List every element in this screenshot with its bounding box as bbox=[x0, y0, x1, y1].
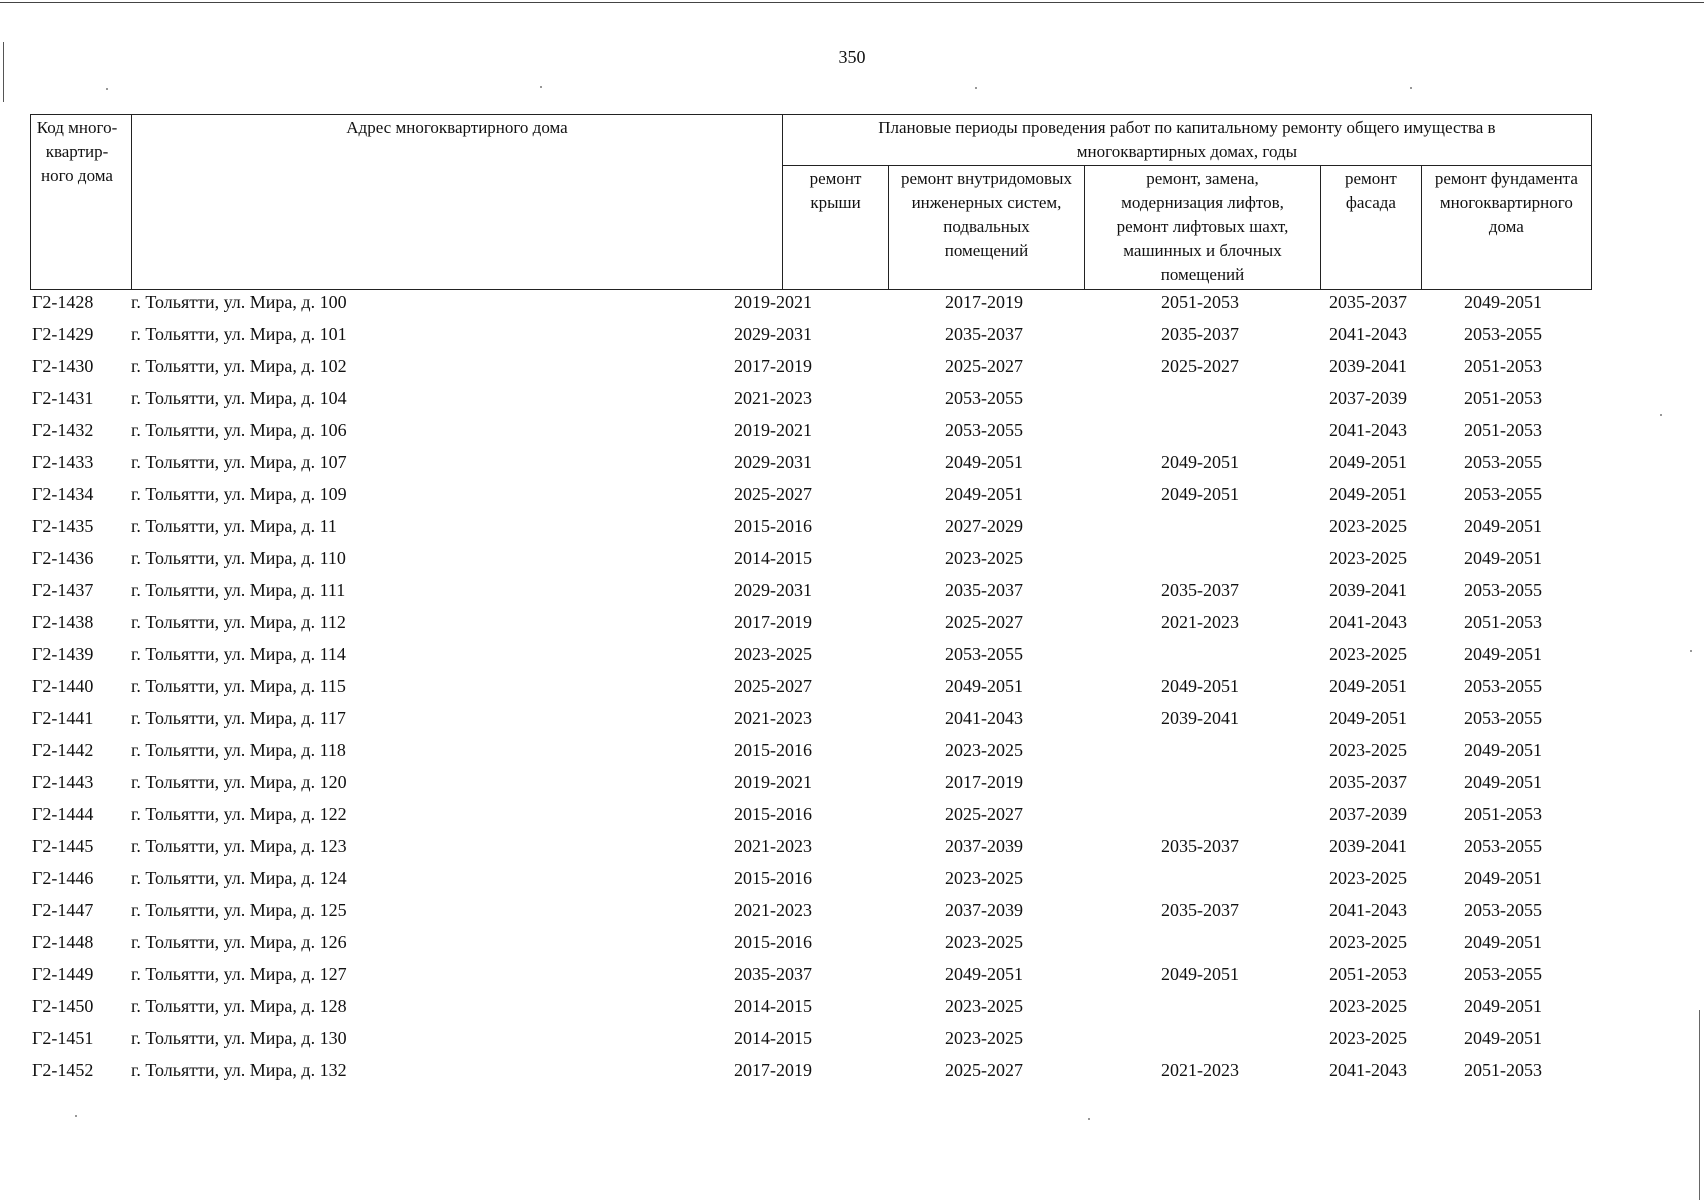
cell-foundation: 2053-2055 bbox=[1464, 580, 1542, 600]
cell-systems: 2037-2039 bbox=[945, 900, 1023, 920]
cell-roof: 2015-2016 bbox=[734, 804, 812, 824]
cell-facade: 2023-2025 bbox=[1329, 996, 1407, 1016]
cell-address: г. Тольятти, ул. Мира, д. 111 bbox=[131, 580, 346, 600]
cell-code: Г2-1431 bbox=[32, 388, 94, 408]
cell-lifts: 2035-2037 bbox=[1161, 324, 1239, 344]
cell-address: г. Тольятти, ул. Мира, д. 115 bbox=[131, 676, 346, 696]
header-foundation: ремонт фундамента многоквартирного дома bbox=[1421, 166, 1591, 290]
cell-roof: 2023-2025 bbox=[734, 644, 812, 664]
cell-code: Г2-1432 bbox=[32, 420, 94, 440]
cell-code: Г2-1441 bbox=[32, 708, 94, 728]
cell-address: г. Тольятти, ул. Мира, д. 11 bbox=[131, 516, 337, 536]
cell-lifts: 2035-2037 bbox=[1161, 900, 1239, 920]
cell-address: г. Тольятти, ул. Мира, д. 114 bbox=[131, 644, 346, 664]
cell-facade: 2037-2039 bbox=[1329, 388, 1407, 408]
cell-systems: 2049-2051 bbox=[945, 676, 1023, 696]
cell-facade: 2023-2025 bbox=[1329, 868, 1407, 888]
cell-address: г. Тольятти, ул. Мира, д. 102 bbox=[131, 356, 347, 376]
cell-facade: 2049-2051 bbox=[1329, 676, 1407, 696]
cell-code: Г2-1434 bbox=[32, 484, 94, 504]
header-facade: ремонт фасада bbox=[1321, 166, 1422, 290]
cell-systems: 2023-2025 bbox=[945, 996, 1023, 1016]
cell-systems: 2049-2051 bbox=[945, 452, 1023, 472]
cell-facade: 2035-2037 bbox=[1329, 772, 1407, 792]
cell-address: г. Тольятти, ул. Мира, д. 104 bbox=[131, 388, 347, 408]
cell-lifts: 2049-2051 bbox=[1161, 452, 1239, 472]
cell-systems: 2025-2027 bbox=[945, 356, 1023, 376]
cell-roof: 2015-2016 bbox=[734, 868, 812, 888]
cell-code: Г2-1442 bbox=[32, 740, 94, 760]
cell-foundation: 2051-2053 bbox=[1464, 1060, 1542, 1080]
cell-roof: 2017-2019 bbox=[734, 1060, 812, 1080]
cell-systems: 2053-2055 bbox=[945, 388, 1023, 408]
cell-code: Г2-1437 bbox=[32, 580, 94, 600]
cell-systems: 2023-2025 bbox=[945, 868, 1023, 888]
cell-code: Г2-1436 bbox=[32, 548, 94, 568]
cell-foundation: 2051-2053 bbox=[1464, 420, 1542, 440]
cell-roof: 2017-2019 bbox=[734, 612, 812, 632]
cell-systems: 2023-2025 bbox=[945, 740, 1023, 760]
cell-code: Г2-1447 bbox=[32, 900, 94, 920]
cell-address: г. Тольятти, ул. Мира, д. 130 bbox=[131, 1028, 347, 1048]
cell-foundation: 2053-2055 bbox=[1464, 964, 1542, 984]
cell-systems: 2053-2055 bbox=[945, 644, 1023, 664]
cell-address: г. Тольятти, ул. Мира, д. 107 bbox=[131, 452, 347, 472]
cell-address: г. Тольятти, ул. Мира, д. 132 bbox=[131, 1060, 347, 1080]
cell-systems: 2017-2019 bbox=[945, 772, 1023, 792]
header-periods-group: Плановые периоды проведения работ по капитальному ремонту общего имущества в многоквартирных домах, годы bbox=[783, 115, 1592, 166]
cell-address: г. Тольятти, ул. Мира, д. 109 bbox=[131, 484, 347, 504]
cell-systems: 2023-2025 bbox=[945, 932, 1023, 952]
cell-lifts: 2025-2027 bbox=[1161, 356, 1239, 376]
header-lifts: ремонт, замена, модернизация лифтов, ремонт лифтовых шахт, машинных и блочных помещений bbox=[1085, 166, 1321, 290]
cell-address: г. Тольятти, ул. Мира, д. 124 bbox=[131, 868, 347, 888]
cell-systems: 2025-2027 bbox=[945, 804, 1023, 824]
cell-roof: 2019-2021 bbox=[734, 420, 812, 440]
cell-foundation: 2051-2053 bbox=[1464, 612, 1542, 632]
cell-address: г. Тольятти, ул. Мира, д. 117 bbox=[131, 708, 346, 728]
scan-speck bbox=[75, 1115, 77, 1117]
cell-lifts: 2049-2051 bbox=[1161, 964, 1239, 984]
cell-code: Г2-1440 bbox=[32, 676, 94, 696]
scan-speck bbox=[106, 88, 108, 90]
cell-address: г. Тольятти, ул. Мира, д. 123 bbox=[131, 836, 347, 856]
cell-foundation: 2051-2053 bbox=[1464, 356, 1542, 376]
cell-foundation: 2053-2055 bbox=[1464, 324, 1542, 344]
cell-facade: 2041-2043 bbox=[1329, 1060, 1407, 1080]
cell-roof: 2035-2037 bbox=[734, 964, 812, 984]
cell-roof: 2021-2023 bbox=[734, 708, 812, 728]
cell-code: Г2-1452 bbox=[32, 1060, 94, 1080]
cell-systems: 2025-2027 bbox=[945, 1060, 1023, 1080]
cell-foundation: 2053-2055 bbox=[1464, 836, 1542, 856]
cell-lifts: 2049-2051 bbox=[1161, 484, 1239, 504]
cell-facade: 2041-2043 bbox=[1329, 612, 1407, 632]
cell-code: Г2-1438 bbox=[32, 612, 94, 632]
cell-foundation: 2049-2051 bbox=[1464, 740, 1542, 760]
cell-roof: 2025-2027 bbox=[734, 676, 812, 696]
scan-speck bbox=[1088, 1118, 1090, 1120]
cell-roof: 2014-2015 bbox=[734, 1028, 812, 1048]
cell-foundation: 2049-2051 bbox=[1464, 932, 1542, 952]
cell-code: Г2-1430 bbox=[32, 356, 94, 376]
scan-speck bbox=[1660, 414, 1662, 416]
table-header bbox=[30, 114, 1592, 290]
header-address: Адрес многоквартирного дома bbox=[132, 115, 783, 290]
cell-roof: 2015-2016 bbox=[734, 516, 812, 536]
cell-foundation: 2051-2053 bbox=[1464, 804, 1542, 824]
cell-address: г. Тольятти, ул. Мира, д. 128 bbox=[131, 996, 347, 1016]
cell-roof: 2021-2023 bbox=[734, 388, 812, 408]
cell-address: г. Тольятти, ул. Мира, д. 112 bbox=[131, 612, 346, 632]
cell-roof: 2014-2015 bbox=[734, 548, 812, 568]
top-rule bbox=[0, 2, 1704, 3]
cell-address: г. Тольятти, ул. Мира, д. 110 bbox=[131, 548, 346, 568]
cell-code: Г2-1435 bbox=[32, 516, 94, 536]
cell-foundation: 2049-2051 bbox=[1464, 644, 1542, 664]
header-systems: ремонт внутридомовых инженерных систем, подвальных помещений bbox=[889, 166, 1085, 290]
cell-roof: 2014-2015 bbox=[734, 996, 812, 1016]
page-number: 350 bbox=[838, 47, 866, 67]
cell-systems: 2041-2043 bbox=[945, 708, 1023, 728]
cell-foundation: 2049-2051 bbox=[1464, 516, 1542, 536]
cell-code: Г2-1429 bbox=[32, 324, 94, 344]
cell-address: г. Тольятти, ул. Мира, д. 125 bbox=[131, 900, 347, 920]
cell-systems: 2017-2019 bbox=[945, 292, 1023, 312]
cell-lifts: 2051-2053 bbox=[1161, 292, 1239, 312]
cell-facade: 2039-2041 bbox=[1329, 356, 1407, 376]
cell-facade: 2037-2039 bbox=[1329, 804, 1407, 824]
cell-systems: 2049-2051 bbox=[945, 484, 1023, 504]
cell-facade: 2049-2051 bbox=[1329, 708, 1407, 728]
cell-lifts: 2035-2037 bbox=[1161, 580, 1239, 600]
cell-roof: 2029-2031 bbox=[734, 580, 812, 600]
cell-code: Г2-1439 bbox=[32, 644, 94, 664]
cell-address: г. Тольятти, ул. Мира, д. 101 bbox=[131, 324, 347, 344]
cell-code: Г2-1446 bbox=[32, 868, 94, 888]
cell-roof: 2015-2016 bbox=[734, 740, 812, 760]
cell-code: Г2-1428 bbox=[32, 292, 94, 312]
cell-roof: 2025-2027 bbox=[734, 484, 812, 504]
cell-systems: 2037-2039 bbox=[945, 836, 1023, 856]
cell-facade: 2041-2043 bbox=[1329, 420, 1407, 440]
scan-speck bbox=[975, 87, 977, 89]
cell-foundation: 2049-2051 bbox=[1464, 1028, 1542, 1048]
cell-facade: 2023-2025 bbox=[1329, 644, 1407, 664]
cell-lifts: 2049-2051 bbox=[1161, 676, 1239, 696]
cell-systems: 2023-2025 bbox=[945, 548, 1023, 568]
cell-facade: 2035-2037 bbox=[1329, 292, 1407, 312]
cell-address: г. Тольятти, ул. Мира, д. 126 bbox=[131, 932, 347, 952]
cell-foundation: 2053-2055 bbox=[1464, 676, 1542, 696]
cell-code: Г2-1450 bbox=[32, 996, 94, 1016]
cell-facade: 2023-2025 bbox=[1329, 516, 1407, 536]
cell-address: г. Тольятти, ул. Мира, д. 118 bbox=[131, 740, 346, 760]
header-roof: ремонт крыши bbox=[783, 166, 889, 290]
cell-address: г. Тольятти, ул. Мира, д. 106 bbox=[131, 420, 347, 440]
scan-speck bbox=[1690, 650, 1692, 652]
cell-facade: 2023-2025 bbox=[1329, 740, 1407, 760]
cell-facade: 2049-2051 bbox=[1329, 452, 1407, 472]
cell-systems: 2035-2037 bbox=[945, 324, 1023, 344]
cell-facade: 2039-2041 bbox=[1329, 580, 1407, 600]
cell-code: Г2-1445 bbox=[32, 836, 94, 856]
cell-address: г. Тольятти, ул. Мира, д. 122 bbox=[131, 804, 347, 824]
cell-address: г. Тольятти, ул. Мира, д. 120 bbox=[131, 772, 347, 792]
cell-foundation: 2049-2051 bbox=[1464, 868, 1542, 888]
cell-roof: 2019-2021 bbox=[734, 772, 812, 792]
cell-roof: 2029-2031 bbox=[734, 324, 812, 344]
cell-facade: 2023-2025 bbox=[1329, 1028, 1407, 1048]
cell-foundation: 2049-2051 bbox=[1464, 772, 1542, 792]
cell-foundation: 2051-2053 bbox=[1464, 388, 1542, 408]
cell-code: Г2-1448 bbox=[32, 932, 94, 952]
cell-facade: 2041-2043 bbox=[1329, 324, 1407, 344]
cell-code: Г2-1449 bbox=[32, 964, 94, 984]
cell-address: г. Тольятти, ул. Мира, д. 100 bbox=[131, 292, 347, 312]
cell-foundation: 2049-2051 bbox=[1464, 292, 1542, 312]
cell-roof: 2021-2023 bbox=[734, 836, 812, 856]
cell-roof: 2015-2016 bbox=[734, 932, 812, 952]
cell-roof: 2021-2023 bbox=[734, 900, 812, 920]
cell-facade: 2023-2025 bbox=[1329, 932, 1407, 952]
scan-speck bbox=[540, 86, 542, 88]
cell-foundation: 2049-2051 bbox=[1464, 996, 1542, 1016]
scan-edge-mark bbox=[1699, 1010, 1700, 1200]
cell-code: Г2-1444 bbox=[32, 804, 94, 824]
cell-systems: 2035-2037 bbox=[945, 580, 1023, 600]
cell-systems: 2053-2055 bbox=[945, 420, 1023, 440]
cell-lifts: 2021-2023 bbox=[1161, 612, 1239, 632]
cell-roof: 2019-2021 bbox=[734, 292, 812, 312]
cell-foundation: 2053-2055 bbox=[1464, 452, 1542, 472]
cell-foundation: 2053-2055 bbox=[1464, 900, 1542, 920]
cell-lifts: 2021-2023 bbox=[1161, 1060, 1239, 1080]
header-code: Код много-квартир-ного дома bbox=[31, 115, 132, 290]
cell-foundation: 2053-2055 bbox=[1464, 484, 1542, 504]
cell-facade: 2039-2041 bbox=[1329, 836, 1407, 856]
cell-foundation: 2049-2051 bbox=[1464, 548, 1542, 568]
cell-foundation: 2053-2055 bbox=[1464, 708, 1542, 728]
cell-facade: 2041-2043 bbox=[1329, 900, 1407, 920]
cell-systems: 2027-2029 bbox=[945, 516, 1023, 536]
cell-facade: 2023-2025 bbox=[1329, 548, 1407, 568]
cell-roof: 2029-2031 bbox=[734, 452, 812, 472]
cell-systems: 2023-2025 bbox=[945, 1028, 1023, 1048]
cell-systems: 2025-2027 bbox=[945, 612, 1023, 632]
cell-code: Г2-1433 bbox=[32, 452, 94, 472]
cell-facade: 2049-2051 bbox=[1329, 484, 1407, 504]
cell-facade: 2051-2053 bbox=[1329, 964, 1407, 984]
cell-code: Г2-1451 bbox=[32, 1028, 94, 1048]
scan-speck bbox=[1410, 87, 1412, 89]
cell-lifts: 2039-2041 bbox=[1161, 708, 1239, 728]
cell-code: Г2-1443 bbox=[32, 772, 94, 792]
cell-roof: 2017-2019 bbox=[734, 356, 812, 376]
cell-systems: 2049-2051 bbox=[945, 964, 1023, 984]
cell-lifts: 2035-2037 bbox=[1161, 836, 1239, 856]
cell-address: г. Тольятти, ул. Мира, д. 127 bbox=[131, 964, 347, 984]
